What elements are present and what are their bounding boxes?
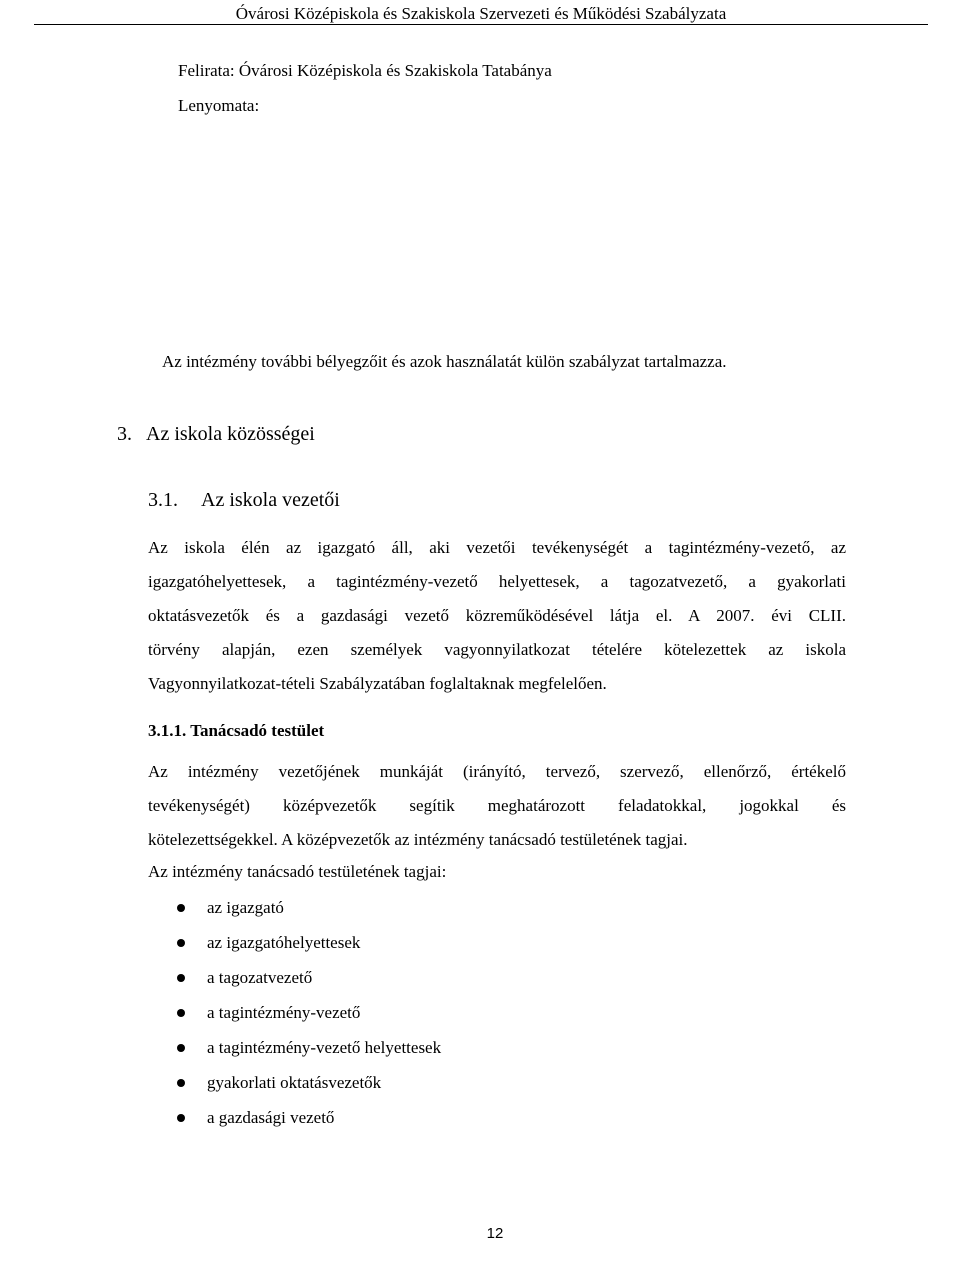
members-list bbox=[170, 898, 441, 1143]
paragraph-line: tevékenységét) középvezetők segítik meghatározott feladatokkal, jogokkal és bbox=[148, 796, 846, 815]
bullet-icon bbox=[177, 904, 185, 912]
list-item-label: az igazgatóhelyettesek bbox=[207, 933, 361, 952]
list-item bbox=[170, 1108, 441, 1143]
list-item-label: a gazdasági vezető bbox=[207, 1108, 335, 1127]
section-3-number: 3. bbox=[117, 423, 132, 445]
bullet-icon bbox=[177, 1079, 185, 1087]
paragraph-line: igazgatóhelyettesek, a tagintézmény-vezető helyettesek, a tagozatvezető, a gyakorlati bbox=[148, 572, 846, 591]
paragraph-line: Vagyonnyilatkozat-tételi Szabályzatában foglaltaknak megfelelően. bbox=[148, 674, 607, 693]
bullet-icon bbox=[177, 1044, 185, 1052]
list-item-label: az igazgató bbox=[207, 898, 284, 917]
list-item-label: gyakorlati oktatásvezetők bbox=[207, 1073, 382, 1092]
list-item-label: a tagozatvezető bbox=[207, 968, 313, 987]
list-item bbox=[170, 933, 441, 968]
section-3-1-heading bbox=[148, 488, 340, 512]
stamp-caption: Felirata: Óvárosi Középiskola és Szakiskola Tatabánya bbox=[178, 61, 552, 80]
bullet-icon bbox=[177, 1009, 185, 1017]
stamp-imprint-label: Lenyomata: bbox=[178, 96, 260, 115]
bullet-icon bbox=[177, 974, 185, 982]
paragraph-line: Az intézmény vezetőjének munkáját (irányító, tervező, szervező, ellenőrző, értékelő bbox=[148, 762, 846, 781]
list-item bbox=[170, 898, 441, 933]
list-item bbox=[170, 1003, 441, 1038]
stamp-note: Az intézmény további bélyegzőit és azok használatát külön szabályzat tartalmazza. bbox=[162, 352, 727, 371]
list-item-label: a tagintézmény-vezető helyettesek bbox=[207, 1038, 442, 1057]
paragraph-line: Az iskola élén az igazgató áll, aki vezetői tevékenységét a tagintézmény-vezető, az bbox=[148, 538, 846, 557]
page-number: 12 bbox=[486, 1225, 504, 1242]
running-header-title: Óvárosi Középiskola és Szakiskola Szervezeti és Működési Szabályzata bbox=[235, 4, 727, 23]
members-intro: Az intézmény tanácsadó testületének tagjai: bbox=[148, 862, 447, 881]
list-item bbox=[170, 968, 441, 1003]
section-3-1-number: 3.1. bbox=[148, 489, 178, 511]
running-header bbox=[34, 4, 928, 25]
section-3-title: Az iskola közösségei bbox=[146, 423, 315, 445]
paragraph-line: oktatásvezetők és a gazdasági vezető közreműködésével látja el. A 2007. évi CLII. bbox=[148, 606, 846, 625]
section-3-1-1-paragraph bbox=[148, 762, 846, 864]
bullet-icon bbox=[177, 1114, 185, 1122]
section-3-heading bbox=[117, 422, 315, 446]
section-3-1-title: Az iskola vezetői bbox=[201, 489, 340, 511]
section-3-1-paragraph bbox=[148, 538, 846, 708]
paragraph-line: kötelezettségekkel. A középvezetők az intézmény tanácsadó testületének tagjai. bbox=[148, 830, 688, 849]
list-item bbox=[170, 1073, 441, 1108]
paragraph-line: törvény alapján, ezen személyek vagyonnyilatkozat tételére kötelezettek az iskola bbox=[148, 640, 846, 659]
bullet-icon bbox=[177, 939, 185, 947]
list-item bbox=[170, 1038, 441, 1073]
section-3-1-1-heading: 3.1.1. Tanácsadó testület bbox=[148, 721, 325, 740]
list-item-label: a tagintézmény-vezető bbox=[207, 1003, 361, 1022]
